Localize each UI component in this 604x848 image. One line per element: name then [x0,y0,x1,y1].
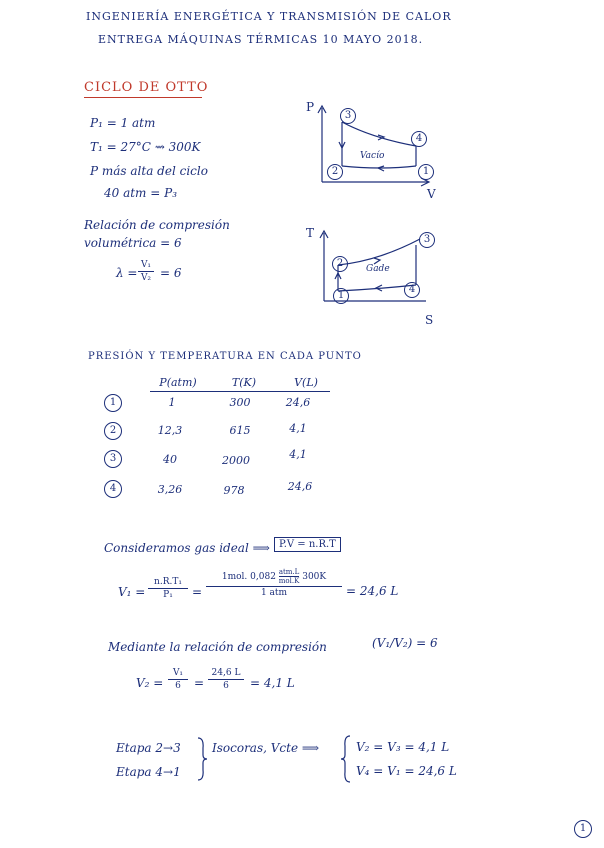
ts-point-1: 1 [333,288,349,304]
ts-y-label: T [306,226,315,240]
ideal-gas-law-box: P.V = n.R.T [274,537,341,552]
table-row-point: 1 [104,394,122,412]
stages-isochoric: Isocoras, Vcte ⟹ [212,741,320,755]
table-cell-p: 3,26 [157,483,183,496]
pv-point-3: 3 [340,108,356,124]
ideal-gas-text: Consideramos gas ideal ⟹ [104,541,270,555]
given-compression-label: Relación de compresión [84,218,230,232]
table-cell-t: 300 [229,396,251,409]
v1-mid-den: 1 atm [260,588,288,598]
v1-fraction-numeric [206,568,342,598]
v1-result: = 24,6 L [346,584,399,598]
v2-result: = 4,1 L [250,676,295,690]
v1-lhs: V₁ = [118,585,146,599]
given-t1: T₁ = 27°C ⇝ 300K [90,140,201,154]
page-number: 1 [574,820,592,838]
v2-lhs: V₂ = [136,676,164,690]
table-cell-v: 24,6 [287,480,313,493]
table-cell-v: 4,1 [289,422,307,435]
given-p1: P₁ = 1 atm [90,116,156,130]
v1-unit-den: mol.K [278,577,300,585]
given-pmax-label: P más alta del ciclo [90,164,208,178]
v2-den: 6 [175,681,181,691]
pv-point-4: 4 [411,131,427,147]
table-cell-t: 978 [223,484,245,497]
table-cell-t: 2000 [222,454,250,467]
results-brace [340,734,352,784]
section-title: CICLO DE OTTO [84,80,209,95]
ts-point-3: 3 [419,232,435,248]
v2-fraction-numeric [208,668,244,691]
compression-ratio: (V₁/V₂) = 6 [372,636,438,650]
v2-fraction-symbolic [168,668,188,691]
v1-mid-num-a: 1mol. 0,082 [221,572,276,582]
v1-unit-num: atm.L [278,568,300,576]
table-cell-t: 615 [229,424,251,437]
table-header-t: T(K) [231,376,257,389]
table-row-point: 4 [104,480,122,498]
lambda-num: V₁ [140,260,152,270]
stage-2-3: Etapa 2→3 [116,741,181,755]
pv-expansion [342,122,416,146]
ts-point-4: 4 [404,282,420,298]
lambda-den: V₂ [140,273,152,283]
table-cell-p: 12,3 [157,424,183,437]
v1-mid-num-b: 300K [302,572,327,582]
stages-brace [196,736,208,782]
given-pmax-value: 40 atm = P₃ [104,186,178,200]
table-cell-v: 24,6 [285,396,311,409]
table-header-p: P(atm) [159,376,197,389]
table-row-point: 2 [104,422,122,440]
v1-equals: = [192,585,203,599]
pv-point-2: 2 [327,164,343,180]
table-cell-v: 4,1 [289,448,307,461]
stage-result-1: V₂ = V₃ = 4,1 L [356,740,450,754]
pv-x-label: V [427,187,436,201]
given-compression-value: volumétrica = 6 [84,236,182,250]
lambda-fraction [138,260,154,283]
pv-y-label: P [306,100,315,114]
v1-fraction-symbolic [148,577,188,600]
pv-diagram [308,102,438,197]
v1-den: P₁ [163,590,173,600]
table-cell-p: 40 [163,453,177,466]
ts-x-label: S [425,313,434,327]
stage-4-1: Etapa 4→1 [116,765,181,779]
compression-text: Mediante la relación de compresión [108,640,327,654]
table-title: PRESIÓN Y TEMPERATURA EN CADA PUNTO [88,351,362,362]
stage-result-2: V₄ = V₁ = 24,6 L [356,764,457,778]
ts-cycle-label: Gade [366,264,390,274]
table-row-point: 3 [104,450,122,468]
lambda-lhs: λ = [116,266,138,280]
header-line-1: INGENIERÍA ENERGÉTICA Y TRANSMISIÓN DE CALOR [86,10,452,23]
section-title-underline [84,97,202,98]
table-header-rule [150,391,330,392]
v1-num: n.R.T₁ [154,577,182,587]
v2-num: V₁ [172,668,184,678]
pv-cycle-label: Vacío [360,151,385,161]
table-cell-p: 1 [168,396,176,409]
v2-den2: 6 [223,681,229,691]
pv-point-1: 1 [418,164,434,180]
lambda-rhs: = 6 [160,266,182,280]
header-line-2: ENTREGA MÁQUINAS TÉRMICAS 10 MAYO 2018. [98,33,424,46]
ts-point-2: 2 [332,256,348,272]
table-header-v: V(L) [294,376,318,389]
v2-equals: = [194,676,205,690]
v2-num2: 24,6 L [211,668,241,678]
